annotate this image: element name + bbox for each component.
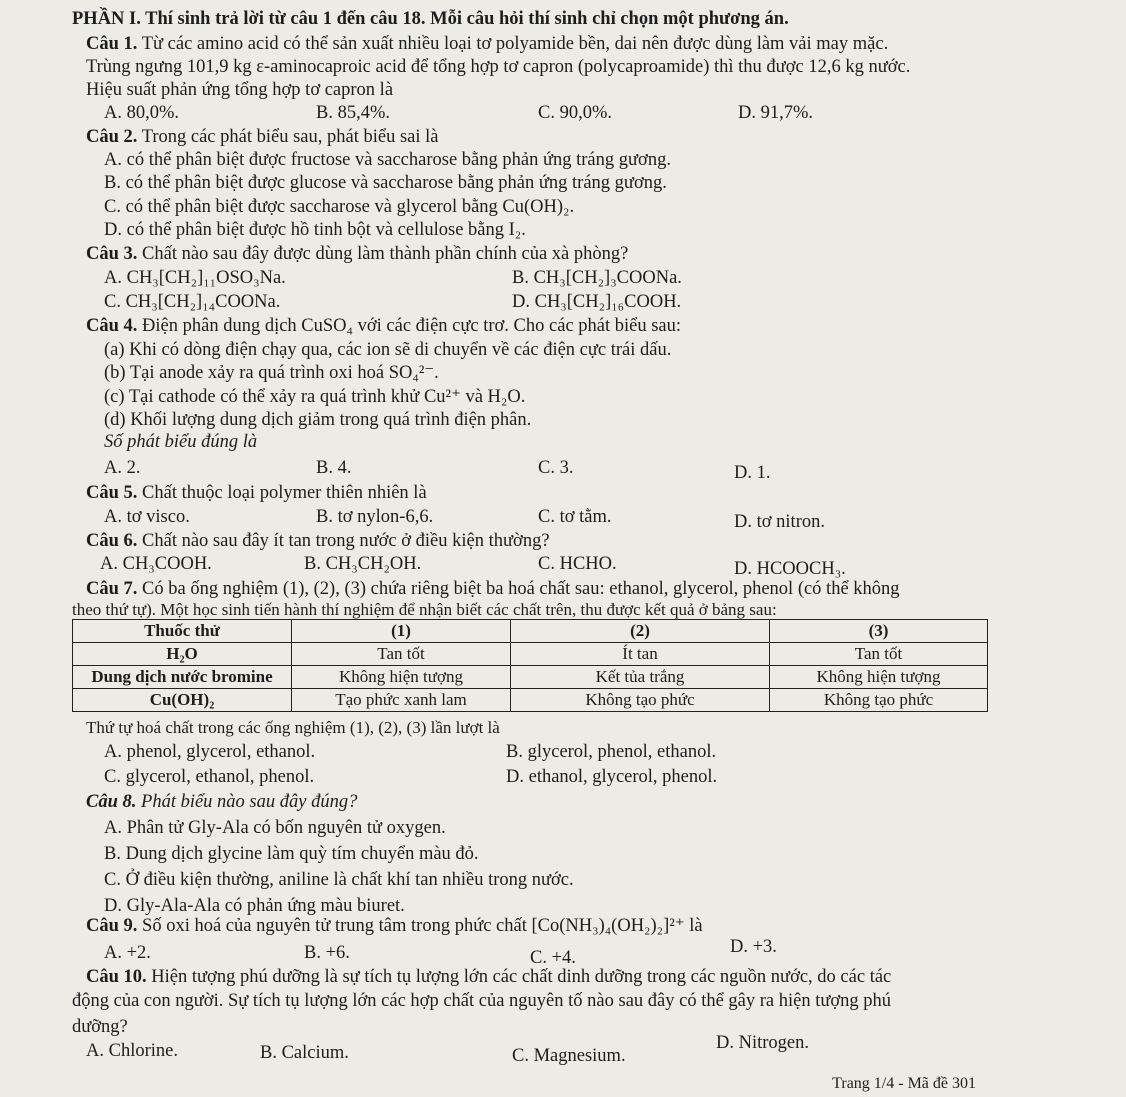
q7-results-table bbox=[72, 619, 988, 712]
q10-label: Câu 10. bbox=[86, 967, 147, 987]
q9-option-a[interactable]: A. +2. bbox=[104, 943, 151, 963]
q1-option-d[interactable]: D. 91,7%. bbox=[738, 103, 814, 123]
q10-option-d[interactable]: D. Nitrogen. bbox=[716, 1033, 809, 1053]
table-header-cell: Thuốc thử bbox=[73, 620, 292, 643]
table-cell: Tan tốt bbox=[292, 643, 511, 666]
q7-text-1: Có ba ống nghiệm (1), (2), (3) chứa riêng biệt ba hoá chất sau: ethanol, glycerol, phenol (có thể không bbox=[142, 579, 900, 599]
q7-option-d[interactable]: D. ethanol, glycerol, phenol. bbox=[506, 767, 718, 787]
table-header-cell: (2) bbox=[511, 620, 770, 643]
q9-text-1: Số oxi hoá của nguyên tử trung tâm trong phức chất [Co(NH₃)₄(OH₂)₂]²⁺ là bbox=[142, 916, 703, 936]
q3-label: Câu 3. bbox=[86, 244, 138, 264]
table-header-cell: (3) bbox=[770, 620, 988, 643]
table-cell: Dung dịch nước bromine bbox=[73, 666, 292, 689]
q8-text-1: Phát biểu nào sau đây đúng? bbox=[141, 792, 358, 812]
q10-line-2: động của con người. Sự tích tụ lượng lớn các hợp chất của nguyên tố nào sau đây có thể gây ra hiện tượng phú bbox=[72, 991, 892, 1011]
q1-line-1 bbox=[86, 33, 888, 55]
q5-option-a[interactable]: A. tơ visco. bbox=[104, 507, 190, 527]
q1-line-2: Trùng ngưng 101,9 kg ε-aminocaproic acid để tổng hợp tơ capron (polycaproamide) thì thu được 12,6 kg nước. bbox=[86, 57, 911, 77]
q7-line-2: theo thứ tự). Một học sinh tiến hành thí nghiệm để nhận biết các chất trên, thu được kết quả ở bảng sau: bbox=[72, 600, 777, 619]
q2-option-b[interactable]: B. có thể phân biệt được glucose và saccharose bằng phản ứng tráng gương. bbox=[104, 173, 667, 193]
q6-option-a[interactable]: A. CH₃COOH. bbox=[100, 554, 212, 574]
table-cell: Cu(OH)₂ bbox=[73, 689, 292, 712]
q1-label: Câu 1. bbox=[86, 34, 138, 54]
q8-option-a[interactable]: A. Phân tử Gly-Ala có bốn nguyên tử oxygen. bbox=[104, 818, 446, 838]
q2-line-1 bbox=[86, 126, 439, 148]
q8-option-d[interactable]: D. Gly-Ala-Ala có phản ứng màu biuret. bbox=[104, 896, 405, 916]
q7-line-1 bbox=[86, 578, 900, 600]
table-header-row bbox=[73, 620, 988, 643]
q4-statement-b: (b) Tại anode xảy ra quá trình oxi hoá SO₄²⁻. bbox=[104, 363, 439, 383]
q9-option-c[interactable]: C. +4. bbox=[530, 948, 576, 968]
table-cell: Không hiện tượng bbox=[292, 666, 511, 689]
table-cell: Không hiện tượng bbox=[770, 666, 988, 689]
table-cell: Ít tan bbox=[511, 643, 770, 666]
table-cell: H₂O bbox=[73, 643, 292, 666]
q5-line-1 bbox=[86, 482, 427, 504]
q3-option-b[interactable]: B. CH₃[CH₂]₃COONa. bbox=[512, 268, 682, 288]
table-cell: Không tạo phức bbox=[511, 689, 770, 712]
q1-option-a[interactable]: A. 80,0%. bbox=[104, 103, 180, 123]
q5-option-c[interactable]: C. tơ tằm. bbox=[538, 507, 612, 527]
q1-option-c[interactable]: C. 90,0%. bbox=[538, 103, 612, 123]
q9-label: Câu 9. bbox=[86, 916, 138, 936]
page-footer: Trang 1/4 - Mã đề 301 bbox=[832, 1075, 976, 1092]
table-header-cell: (1) bbox=[292, 620, 511, 643]
q2-option-a[interactable]: A. có thể phân biệt được fructose và saccharose bằng phản ứng tráng gương. bbox=[104, 150, 671, 170]
q9-option-d[interactable]: D. +3. bbox=[730, 937, 777, 957]
q10-option-b[interactable]: B. Calcium. bbox=[260, 1043, 349, 1063]
q9-option-b[interactable]: B. +6. bbox=[304, 943, 350, 963]
q4-option-d[interactable]: D. 1. bbox=[734, 463, 771, 483]
table-row bbox=[73, 689, 988, 712]
q4-option-c[interactable]: C. 3. bbox=[538, 458, 574, 478]
q6-label: Câu 6. bbox=[86, 531, 138, 551]
q7-option-a[interactable]: A. phenol, glycerol, ethanol. bbox=[104, 742, 316, 762]
q3-option-a[interactable]: A. CH₃[CH₂]₁₁OSO₃Na. bbox=[104, 268, 286, 288]
q4-statement-d: (d) Khối lượng dung dịch giảm trong quá trình điện phân. bbox=[104, 410, 532, 430]
q6-text-1: Chất nào sau đây ít tan trong nước ở điều kiện thường? bbox=[142, 531, 550, 551]
q8-label: Câu 8. bbox=[86, 792, 137, 812]
q5-option-d[interactable]: D. tơ nitron. bbox=[734, 512, 825, 532]
q6-line-1 bbox=[86, 530, 550, 552]
q5-label: Câu 5. bbox=[86, 483, 138, 503]
q5-text-1: Chất thuộc loại polymer thiên nhiên là bbox=[142, 483, 427, 503]
q1-text-1: Từ các amino acid có thể sản xuất nhiều loại tơ polyamide bền, dai nên được dùng làm vải may mặc. bbox=[141, 34, 889, 54]
q7-label: Câu 7. bbox=[86, 579, 138, 599]
q8-option-c[interactable]: C. Ở điều kiện thường, aniline là chất khí tan nhiều trong nước. bbox=[104, 870, 574, 890]
q3-option-d[interactable]: D. CH₃[CH₂]₁₆COOH. bbox=[512, 292, 682, 312]
q1-option-b[interactable]: B. 85,4%. bbox=[316, 103, 390, 123]
q5-option-b[interactable]: B. tơ nylon-6,6. bbox=[316, 507, 434, 527]
q8-option-b[interactable]: B. Dung dịch glycine làm quỳ tím chuyển màu đỏ. bbox=[104, 844, 479, 864]
q10-option-c[interactable]: C. Magnesium. bbox=[512, 1046, 626, 1066]
table-cell: Kết tủa trắng bbox=[511, 666, 770, 689]
q6-option-d[interactable]: D. HCOOCH₃. bbox=[734, 559, 846, 579]
q3-option-c[interactable]: C. CH₃[CH₂]₁₄COONa. bbox=[104, 292, 281, 312]
q7-prompt: Thứ tự hoá chất trong các ống nghiệm (1), (2), (3) lần lượt là bbox=[86, 718, 500, 737]
q2-option-d[interactable]: D. có thể phân biệt được hồ tinh bột và cellulose bằng I₂. bbox=[104, 220, 526, 240]
q10-option-a[interactable]: A. Chlorine. bbox=[86, 1041, 178, 1061]
q8-line-1 bbox=[86, 791, 357, 813]
q4-text-1: Điện phân dung dịch CuSO₄ với các điện cực trơ. Cho các phát biểu sau: bbox=[142, 316, 682, 336]
q7-option-c[interactable]: C. glycerol, ethanol, phenol. bbox=[104, 767, 315, 787]
q6-option-b[interactable]: B. CH₃CH₂OH. bbox=[304, 554, 422, 574]
table-row bbox=[73, 643, 988, 666]
q4-label: Câu 4. bbox=[86, 316, 138, 336]
q3-text-1: Chất nào sau đây được dùng làm thành phần chính của xà phòng? bbox=[142, 244, 629, 264]
q10-line-3: dưỡng? bbox=[72, 1017, 128, 1037]
q4-option-a[interactable]: A. 2. bbox=[104, 458, 141, 478]
q3-line-1 bbox=[86, 243, 628, 265]
q4-line-1 bbox=[86, 315, 681, 337]
q4-statement-c: (c) Tại cathode có thể xảy ra quá trình khử Cu²⁺ và H₂O. bbox=[104, 387, 526, 407]
q2-option-c[interactable]: C. có thể phân biệt được saccharose và glycerol bằng Cu(OH)₂. bbox=[104, 197, 575, 217]
q4-option-b[interactable]: B. 4. bbox=[316, 458, 352, 478]
part-heading: PHẦN I. Thí sinh trả lời từ câu 1 đến câu 18. Mỗi câu hỏi thí sinh chỉ chọn một phương án. bbox=[72, 9, 789, 29]
table-cell: Tạo phức xanh lam bbox=[292, 689, 511, 712]
q4-prompt: Số phát biểu đúng là bbox=[104, 432, 258, 452]
q10-line-1 bbox=[86, 966, 891, 988]
table-cell: Không tạo phức bbox=[770, 689, 988, 712]
table-cell: Tan tốt bbox=[770, 643, 988, 666]
q7-option-b[interactable]: B. glycerol, phenol, ethanol. bbox=[506, 742, 717, 762]
table-row bbox=[73, 666, 988, 689]
q1-line-3: Hiệu suất phản ứng tổng hợp tơ capron là bbox=[86, 80, 394, 100]
q10-text-1: Hiện tượng phú dưỡng là sự tích tụ lượng lớn các chất dinh dưỡng trong các nguồn nước, do các tác bbox=[151, 967, 892, 987]
q9-line-1 bbox=[86, 915, 703, 937]
q2-label: Câu 2. bbox=[86, 127, 138, 147]
q2-text-1: Trong các phát biểu sau, phát biểu sai là bbox=[141, 127, 439, 147]
q4-statement-a: (a) Khi có dòng điện chạy qua, các ion sẽ di chuyển về các điện cực trái dấu. bbox=[104, 340, 672, 360]
q6-option-c[interactable]: C. HCHO. bbox=[538, 554, 617, 574]
